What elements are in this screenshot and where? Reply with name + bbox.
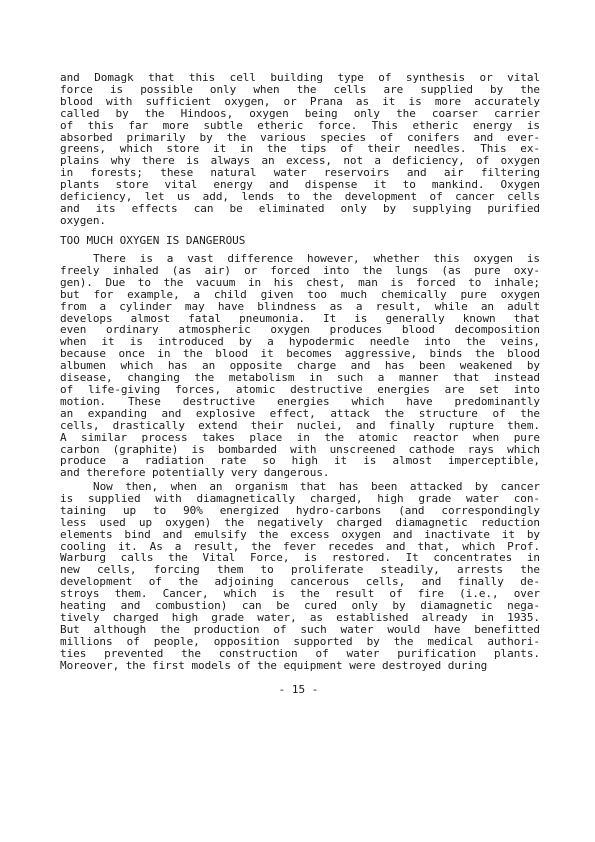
- text-line: called by the Hindoos, oxygen being only the coarser carrier: [60, 106, 540, 120]
- text-line: plains why there is always an excess, not a deficiency, of oxygen: [60, 154, 540, 168]
- text-line: freely inhaled (as air) or forced into the lungs (as pure oxy-: [60, 263, 540, 277]
- text-line: tively charged high grade water, as established already in 1935.: [60, 610, 540, 624]
- text-line: elements bind and emulsify the excess oxygen and inactivate it by: [60, 527, 540, 541]
- text-line: deficiency, let us add, lends to the development of cancer cells: [60, 190, 540, 204]
- page-number: - 15 -: [278, 683, 319, 696]
- text-line: ties prevented the construction of water purification plants.: [60, 646, 540, 660]
- text-line: develops almost fatal pneumonia. It is generally known that: [60, 311, 540, 325]
- text-line: less used up oxygen) the negatively charged diamagnetic reduction: [60, 515, 540, 529]
- text-line: heating and combustion) can be cured only by diamagnetic nega-: [60, 599, 540, 613]
- text-line: There is a vast difference however, whether this oxygen is: [93, 252, 540, 265]
- text-line: taining up to 90% energized hydro-carbons (and correspondingly: [60, 503, 540, 517]
- text-line: plants store vital energy and dispense it to mankind. Oxygen: [60, 178, 540, 192]
- text-line: But although the production of such water would have benefitted: [60, 622, 540, 636]
- text-line: because once in the blood it becomes aggressive, binds the blood: [60, 347, 540, 361]
- text-line: greens, which store it in the tips of their needles. This ex-: [60, 142, 540, 156]
- text-line: is supplied with diamagnetically charged, high grade water con-: [60, 491, 540, 505]
- text-line: force is possible only when the cells are supplied by the: [60, 82, 540, 96]
- text-line: even ordinary atmospheric oxygen produces blood decomposition: [60, 323, 540, 337]
- text-line: millions of people, opposition supported by the medical authori-: [60, 634, 540, 648]
- text-line: gen). Due to the vacuum in his chest, man is forced to inhale;: [60, 275, 540, 289]
- text-line: when it is introduced by a hypodermic needle into the veins,: [60, 335, 540, 349]
- text-line: Warburg calls the Vital Force, is restored. It concentrates in: [60, 551, 540, 565]
- text-line: stroys them. Cancer, which is the result of fire (i.e., over: [60, 587, 540, 601]
- paragraph-oxygen-vital-force: [60, 72, 540, 227]
- text-line: blood with sufficient oxygen, or Prana as it is more accurately: [60, 94, 540, 108]
- text-line: albumen which has an opposite charge and has been weakened by: [60, 359, 540, 373]
- text-line: of life-giving forces, atomic destructive energies are set into: [60, 382, 540, 396]
- text-line: Moreover, the first models of the equipment were destroyed during: [60, 658, 488, 672]
- text-line: oxygen.: [60, 213, 107, 227]
- text-line: motion. These destructive energies which have predominantly: [60, 394, 540, 408]
- text-line: and its effects can be eliminated only by supplying purified: [60, 201, 540, 215]
- section-heading: TOO MUCH OXYGEN IS DANGEROUS: [60, 234, 246, 247]
- paragraph-diamagnetic-water: [60, 481, 540, 672]
- paragraph-oxygen-danger: [60, 253, 540, 479]
- text-line: absorbed primarily by the various species of conifers and ever-: [60, 130, 540, 144]
- text-line: in forests; these natural water reservoirs and air filtering: [60, 166, 540, 180]
- text-line: A similar process takes place in the atomic reactor when pure: [60, 430, 540, 444]
- text-line: development of the adjoining cancerous cells, and finally de-: [60, 575, 540, 589]
- text-line: an expanding and explosive effect, attack the structure of the: [60, 406, 540, 420]
- text-line: cooling it. As a result, the fever recedes and that, which Prof.: [60, 539, 540, 553]
- text-line: Now then, when an organism that has been attacked by cancer: [93, 480, 540, 493]
- text-line: disease, changing the metabolism in such a manner that instead: [60, 371, 540, 385]
- text-line: new cells, forcing them to proliferate steadily, arrests the: [60, 563, 540, 577]
- text-line: and therefore potentially very dangerous.: [60, 466, 330, 480]
- text-line: from a cylinder may have blindness as a result, while an adult: [60, 299, 540, 313]
- text-line: of this far more subtle etheric force. This etheric energy is: [60, 118, 540, 132]
- text-line: and Domagk that this cell building type of synthesis or vital: [60, 71, 540, 84]
- text-line: but for example, a child given too much chemically pure oxygen: [60, 287, 540, 301]
- text-line: carbon (graphite) is bombarded with unscreened cathode rays which: [60, 442, 540, 456]
- text-line: cells, drastically extend their nuclei, and finally rupture them.: [60, 418, 540, 432]
- text-line: produce a radiation rate so high it is almost imperceptible,: [60, 454, 540, 468]
